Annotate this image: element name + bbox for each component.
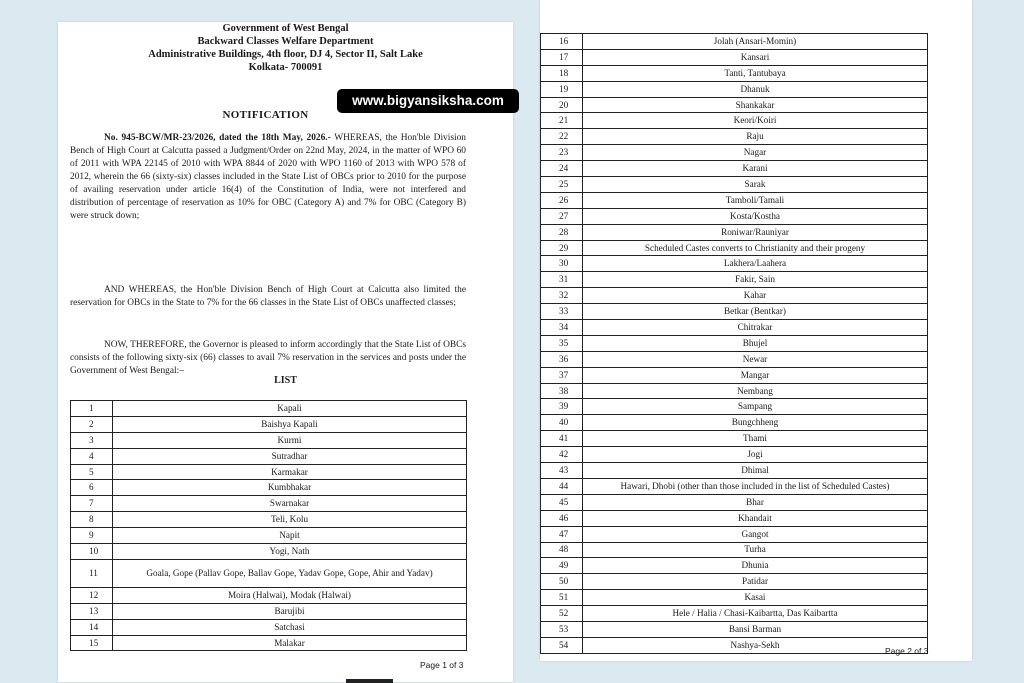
serial-number: 47 [541,526,583,542]
class-name: Nashya-Sekh [583,637,928,653]
class-name: Bungchheng [583,415,928,431]
class-name: Sarak [583,177,928,193]
table-row [541,494,928,510]
table-row [541,177,928,193]
table-row [541,510,928,526]
serial-number: 43 [541,463,583,479]
class-name: Jolah (Ansari-Momin) [583,34,928,50]
serial-number: 1 [71,401,113,417]
table-row [541,621,928,637]
serial-number: 3 [71,432,113,448]
table-row [71,512,467,528]
serial-number: 50 [541,574,583,590]
serial-number: 39 [541,399,583,415]
list-heading: LIST [274,375,297,386]
table-row [71,480,467,496]
serial-number: 15 [71,635,113,651]
paragraph-1 [70,132,466,223]
page-number: Page 1 of 3 [420,660,464,670]
serial-number: 16 [541,34,583,50]
serial-number: 8 [71,512,113,528]
serial-number: 12 [71,587,113,603]
class-name: Karmakar [113,464,467,480]
class-name: Keori/Koiri [583,113,928,129]
table-row [541,558,928,574]
class-name: Dhunia [583,558,928,574]
class-name: Mangar [583,367,928,383]
class-name: Chitrakar [583,320,928,336]
letterhead [58,22,513,74]
table-row [541,478,928,494]
table-row [541,526,928,542]
letterhead-line: Administrative Buildings, 4th floor, DJ 4, Sector II, Salt Lake [148,49,423,60]
serial-number: 27 [541,208,583,224]
table-row [541,240,928,256]
serial-number: 2 [71,416,113,432]
class-name: Goala, Gope (Pallav Gope, Ballav Gope, Yadav Gope, Gope, Ahir and Yadav) [113,559,467,587]
class-name: Sampang [583,399,928,415]
table-row [541,256,928,272]
table-row [71,464,467,480]
table-row [71,635,467,651]
class-name: Scheduled Castes converts to Christianity and their progeny [583,240,928,256]
class-name: Bansi Barman [583,621,928,637]
table-row [541,208,928,224]
serial-number: 6 [71,480,113,496]
class-name: Kansari [583,49,928,65]
table-row [71,544,467,560]
serial-number: 14 [71,619,113,635]
serial-number: 31 [541,272,583,288]
table-row [541,351,928,367]
class-name: Dhanuk [583,81,928,97]
table-row [541,113,928,129]
notification-number: No. 945-BCW/MR-23/2026, dated the 18th May, 2026.- [104,133,331,143]
serial-number: 20 [541,97,583,113]
serial-number: 19 [541,81,583,97]
page-1 [58,22,513,682]
paragraph-3: NOW, THEREFORE, the Governor is pleased to inform accordingly that the State List of OBCs consists of the following sixty-six (66) classes to avail 7% reservation in the services and posts under the Government of West Bengal:– [70,340,466,376]
class-name: Kapali [113,401,467,417]
serial-number: 52 [541,606,583,622]
class-name: Patidar [583,574,928,590]
table-row [541,97,928,113]
serial-number: 18 [541,65,583,81]
serial-number: 48 [541,542,583,558]
class-name: Hele / Halia / Chasi-Kaibartta, Das Kaibartta [583,606,928,622]
class-name: Kumbhakar [113,480,467,496]
scroll-indicator [346,679,393,683]
website-watermark: www.bigyansiksha.com [337,89,519,113]
letterhead-line: Government of West Bengal [222,23,349,34]
class-name: Gangot [583,526,928,542]
serial-number: 28 [541,224,583,240]
table-row [541,335,928,351]
letterhead-line: Kolkata- 700091 [248,62,323,73]
serial-number: 11 [71,559,113,587]
class-name: Satchasi [113,619,467,635]
table-row [541,272,928,288]
table-row [71,432,467,448]
class-name: Turha [583,542,928,558]
class-name: Moira (Halwai), Modak (Halwai) [113,587,467,603]
serial-number: 42 [541,447,583,463]
table-row [71,448,467,464]
serial-number: 32 [541,288,583,304]
letterhead-line: Backward Classes Welfare Department [197,36,374,47]
table-row [541,65,928,81]
serial-number: 23 [541,145,583,161]
serial-number: 40 [541,415,583,431]
serial-number: 4 [71,448,113,464]
class-name: Sutradhar [113,448,467,464]
table-row [71,416,467,432]
serial-number: 49 [541,558,583,574]
table-row [541,367,928,383]
table-row [541,129,928,145]
serial-number: 44 [541,478,583,494]
serial-number: 34 [541,320,583,336]
class-name: Tanti, Tantubaya [583,65,928,81]
table-row [71,401,467,417]
serial-number: 46 [541,510,583,526]
class-name: Tamboli/Tamali [583,192,928,208]
table-row [541,320,928,336]
table-row [541,415,928,431]
table-row [541,399,928,415]
class-name: Shankakar [583,97,928,113]
serial-number: 13 [71,603,113,619]
table-row [541,304,928,320]
serial-number: 22 [541,129,583,145]
table-row [71,528,467,544]
serial-number: 33 [541,304,583,320]
serial-number: 30 [541,256,583,272]
class-name: Nembang [583,383,928,399]
paragraph-1-body: WHEREAS, the Hon'ble Division Bench of High Court at Calcutta passed a Judgment/Order on 22nd May, 2024, in the matter of WPO 60 of 2011 with WPA 22145 of 2010 with WPA 8844 of 2020 with WPO 1160 of 2013 with WPO 578 of 2012, wherein the 66 (sixty-six) classes included in the State List of OBCs prior to 2010 for the purpose of availing reservation under article 16(4) of the Constitution of India, were not interfered and distribution of percentage of reservation as 10% for OBC (Category A) and 7% for OBC (Category B) were struck down; [70,133,466,221]
serial-number: 36 [541,351,583,367]
notification-title: NOTIFICATION [222,109,309,121]
class-name: Teli, Kolu [113,512,467,528]
serial-number: 21 [541,113,583,129]
table-row [541,34,928,50]
table-row [541,447,928,463]
serial-number: 17 [541,49,583,65]
class-name: Kahar [583,288,928,304]
class-name: Jogi [583,447,928,463]
serial-number: 53 [541,621,583,637]
class-name: Napit [113,528,467,544]
serial-number: 37 [541,367,583,383]
table-row [541,383,928,399]
serial-number: 5 [71,464,113,480]
table-row [71,496,467,512]
serial-number: 41 [541,431,583,447]
class-name: Nagar [583,145,928,161]
page-2 [540,0,972,661]
serial-number: 25 [541,177,583,193]
class-name: Kurmi [113,432,467,448]
class-name: Baishya Kapali [113,416,467,432]
serial-number: 38 [541,383,583,399]
table-row [541,574,928,590]
table-row [541,463,928,479]
class-name: Raju [583,129,928,145]
serial-number: 24 [541,161,583,177]
class-name: Hawari, Dhobi (other than those included in the list of Scheduled Castes) [583,478,928,494]
class-name: Lakhera/Laahera [583,256,928,272]
class-name: Yogi, Nath [113,544,467,560]
serial-number: 10 [71,544,113,560]
class-name: Karani [583,161,928,177]
table-row [541,161,928,177]
page-number: Page 2 of 3 [885,646,929,656]
table-row [541,606,928,622]
serial-number: 26 [541,192,583,208]
table-row [541,431,928,447]
table-row [71,603,467,619]
class-name: Roniwar/Rauniyar [583,224,928,240]
class-name: Betkar (Bentkar) [583,304,928,320]
class-name: Fakir, Sain [583,272,928,288]
table-row [541,81,928,97]
serial-number: 7 [71,496,113,512]
serial-number: 51 [541,590,583,606]
obc-list-table-2 [540,33,928,654]
table-row [541,49,928,65]
table-row [541,224,928,240]
class-name: Thami [583,431,928,447]
serial-number: 9 [71,528,113,544]
obc-list-table-1 [70,400,467,651]
table-row [71,587,467,603]
serial-number: 45 [541,494,583,510]
class-name: Khandait [583,510,928,526]
class-name: Kasai [583,590,928,606]
table-row [541,145,928,161]
class-name: Bhujel [583,335,928,351]
class-name: Barujibi [113,603,467,619]
table-row [541,637,928,653]
table-row [541,590,928,606]
class-name: Malakar [113,635,467,651]
table-row [71,619,467,635]
class-name: Newar [583,351,928,367]
serial-number: 29 [541,240,583,256]
serial-number: 54 [541,637,583,653]
class-name: Kosta/Kostha [583,208,928,224]
table-row [71,559,467,587]
table-row [541,192,928,208]
serial-number: 35 [541,335,583,351]
class-name: Swarnakar [113,496,467,512]
table-row [541,288,928,304]
paragraph-2: AND WHEREAS, the Hon'ble Division Bench of High Court at Calcutta also limited the reservation for OBCs in the State to 7% for the 66 classes in the State List of OBCs unaffected classes; [70,285,466,308]
class-name: Dhimal [583,463,928,479]
table-row [541,542,928,558]
class-name: Bhar [583,494,928,510]
